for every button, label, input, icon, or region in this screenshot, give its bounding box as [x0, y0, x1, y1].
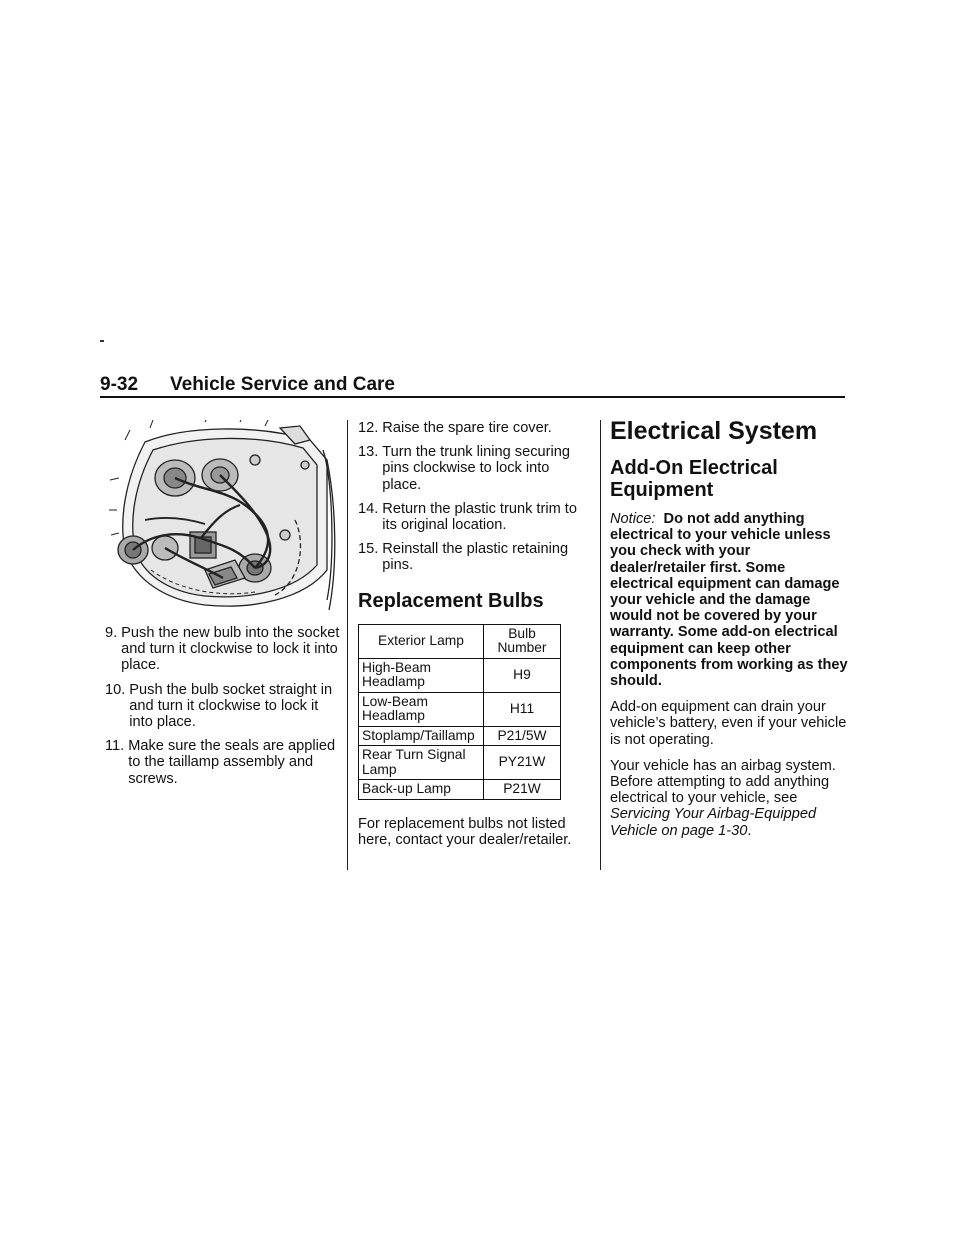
header-rule: [100, 396, 845, 398]
section-title: Vehicle Service and Care: [170, 374, 395, 395]
table-cell: Rear Turn Signal Lamp: [359, 746, 484, 780]
table-cell: P21/5W: [484, 726, 561, 746]
list-item: 10. Push the bulb socket straight in and turn it clockwise to lock it into place.: [105, 681, 333, 731]
table-cell: PY21W: [484, 746, 561, 780]
body-paragraph: For replacement bulbs not listed here, contact your dealer/retailer.: [358, 815, 572, 848]
table-cell: Back-up Lamp: [359, 780, 484, 800]
chapter-heading: Electrical System: [610, 417, 818, 445]
table-cell: Stoplamp/Taillamp: [359, 726, 484, 746]
column-header: Exterior Lamp: [359, 624, 484, 658]
section-heading: Replacement Bulbs: [358, 589, 544, 612]
list-item: 11. Make sure the seals are applied to the taillamp assembly and screws.: [105, 738, 336, 787]
list-item: 15. Reinstall the plastic retaining pins.: [358, 541, 569, 574]
step-list: [358, 420, 590, 574]
page-reference-link[interactable]: Servicing Your Airbag-Equipped Vehicle on page 1-30: [610, 806, 817, 839]
step-list: [105, 625, 340, 787]
list-item: 13. Turn the trunk lining securing pins clockwise to lock into place.: [358, 444, 570, 493]
subsection-heading: Add-On Electrical Equipment: [610, 457, 778, 501]
table-row: [359, 746, 561, 780]
table-cell: High-Beam Headlamp: [359, 658, 484, 692]
bulb-table: [358, 624, 561, 800]
column-divider-2: [600, 420, 601, 870]
column-divider-1: [347, 420, 348, 870]
crop-mark: [100, 340, 104, 342]
notice-text: Do not add anything electrical to your vehicle unless you check with your dealer/retailer first. Some electrical equipment can damage your vehicle and the damage would not be covered by your warranty. Some add-on electrical equipment can keep other components from working as they should.: [610, 511, 848, 690]
middle-column: [358, 420, 590, 858]
list-item: 14. Return the plastic trunk trim to its original location.: [358, 500, 577, 534]
body-paragraph: Add-on equipment can drain your vehicle’s battery, even if your vehicle is not operating.: [610, 699, 847, 748]
table-cell: Low-Beam Headlamp: [359, 692, 484, 726]
notice-label: Notice:: [610, 511, 656, 527]
body-paragraph: Your vehicle has an airbag system. Before attempting to add anything electrical to your vehicle, see Servicing Your Airbag-Equipped Vehicle on page 1-30.: [610, 757, 836, 839]
table-row: [359, 726, 561, 746]
list-item: 12. Raise the spare tire cover.: [358, 420, 552, 436]
list-item: 9. Push the new bulb into the socket and turn it clockwise to lock it into place.: [105, 625, 340, 674]
table-row: [359, 780, 561, 800]
right-column: [610, 418, 848, 849]
column-header: Bulb Number: [484, 624, 561, 658]
table-header-row: [359, 624, 561, 658]
taillamp-assembly-illustration: [105, 420, 340, 612]
table-cell: H9: [484, 658, 561, 692]
table-row: [359, 658, 561, 692]
table-cell: P21W: [484, 780, 561, 800]
table-row: [359, 692, 561, 726]
table-cell: H11: [484, 692, 561, 726]
page-number: 9-32: [100, 374, 139, 395]
left-column: [105, 420, 340, 795]
notice-paragraph: [610, 511, 848, 689]
page-header: [100, 372, 845, 396]
